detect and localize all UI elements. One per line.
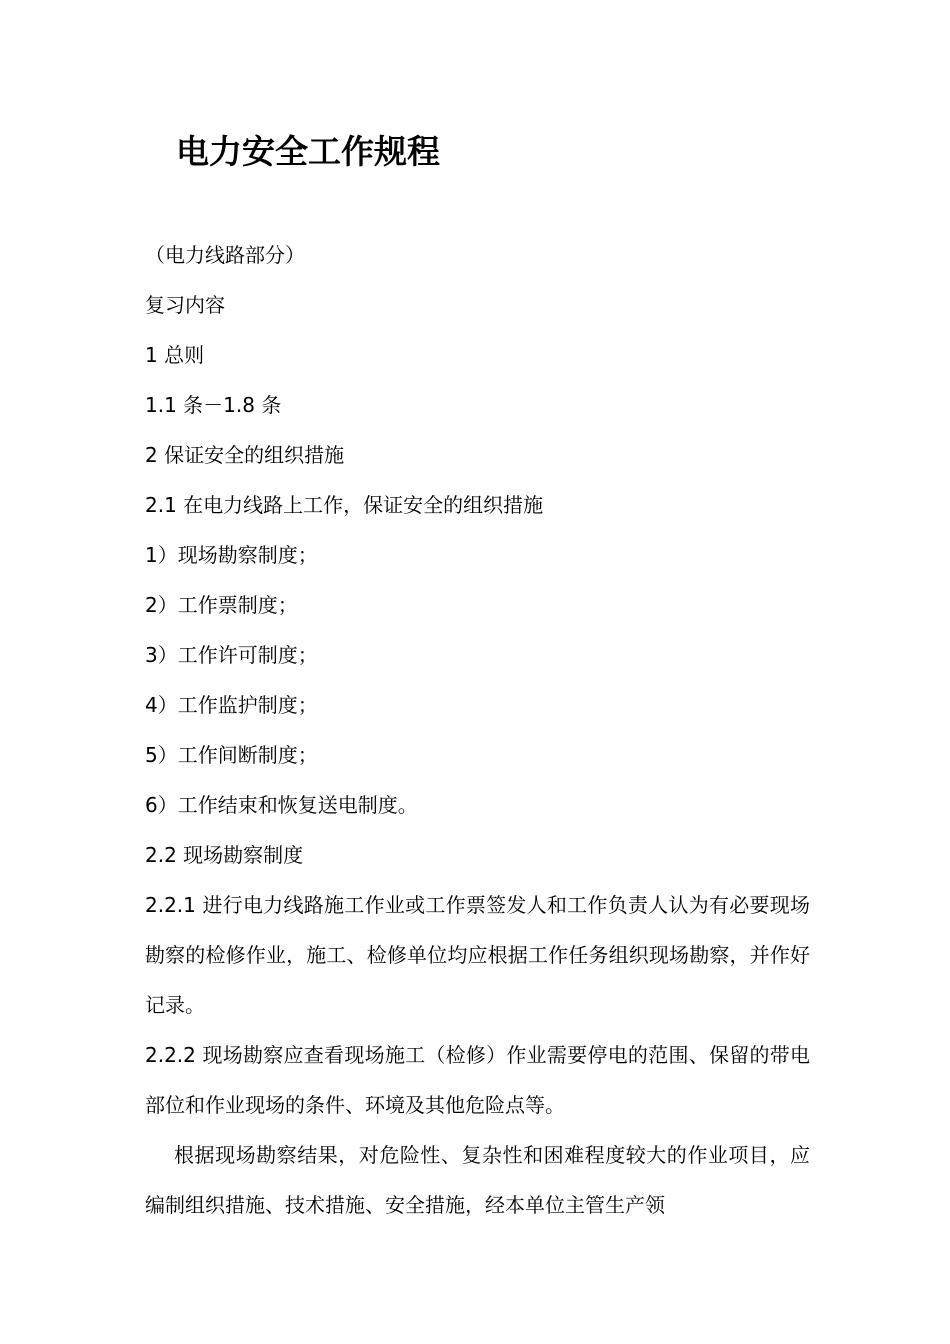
list-item: 1）现场勘察制度； [145, 543, 318, 567]
section-heading: 1 总则 [145, 343, 205, 367]
paragraph: 2.2.1 进行电力线路施工作业或工作票签发人和工作负责人认为有必要现场勘察的检修作业，施工、检修单位均应根据工作任务组织现场勘察，并作好记录。 [145, 893, 810, 1017]
list-item: 2）工作票制度； [145, 593, 298, 617]
list-item: 6）工作结束和恢复送电制度。 [145, 793, 418, 817]
subsection-heading: 2.1 在电力线路上工作，保证安全的组织措施 [145, 493, 544, 517]
document-title: 电力安全工作规程 [176, 132, 440, 171]
list-item: 4）工作监护制度； [145, 693, 318, 717]
section-heading: 2 保证安全的组织措施 [145, 443, 345, 467]
subsection-heading: 2.2 现场勘察制度 [145, 843, 304, 867]
document-body [145, 230, 810, 1230]
paragraph: 根据现场勘察结果，对危险性、复杂性和困难程度较大的作业项目，应编制组织措施、技术措施、安全措施，经本单位主管生产领 [145, 1143, 810, 1217]
text-line: 1.1 条－1.8 条 [145, 393, 282, 417]
list-item: 3）工作许可制度； [145, 643, 318, 667]
paragraph: 2.2.2 现场勘察应查看现场施工（检修）作业需要停电的范围、保留的带电部位和作业现场的条件、环境及其他危险点等。 [145, 1043, 810, 1117]
list-item: 5）工作间断制度； [145, 743, 318, 767]
text-line: 复习内容 [145, 293, 225, 317]
subtitle-line: （电力线路部分） [145, 243, 305, 267]
